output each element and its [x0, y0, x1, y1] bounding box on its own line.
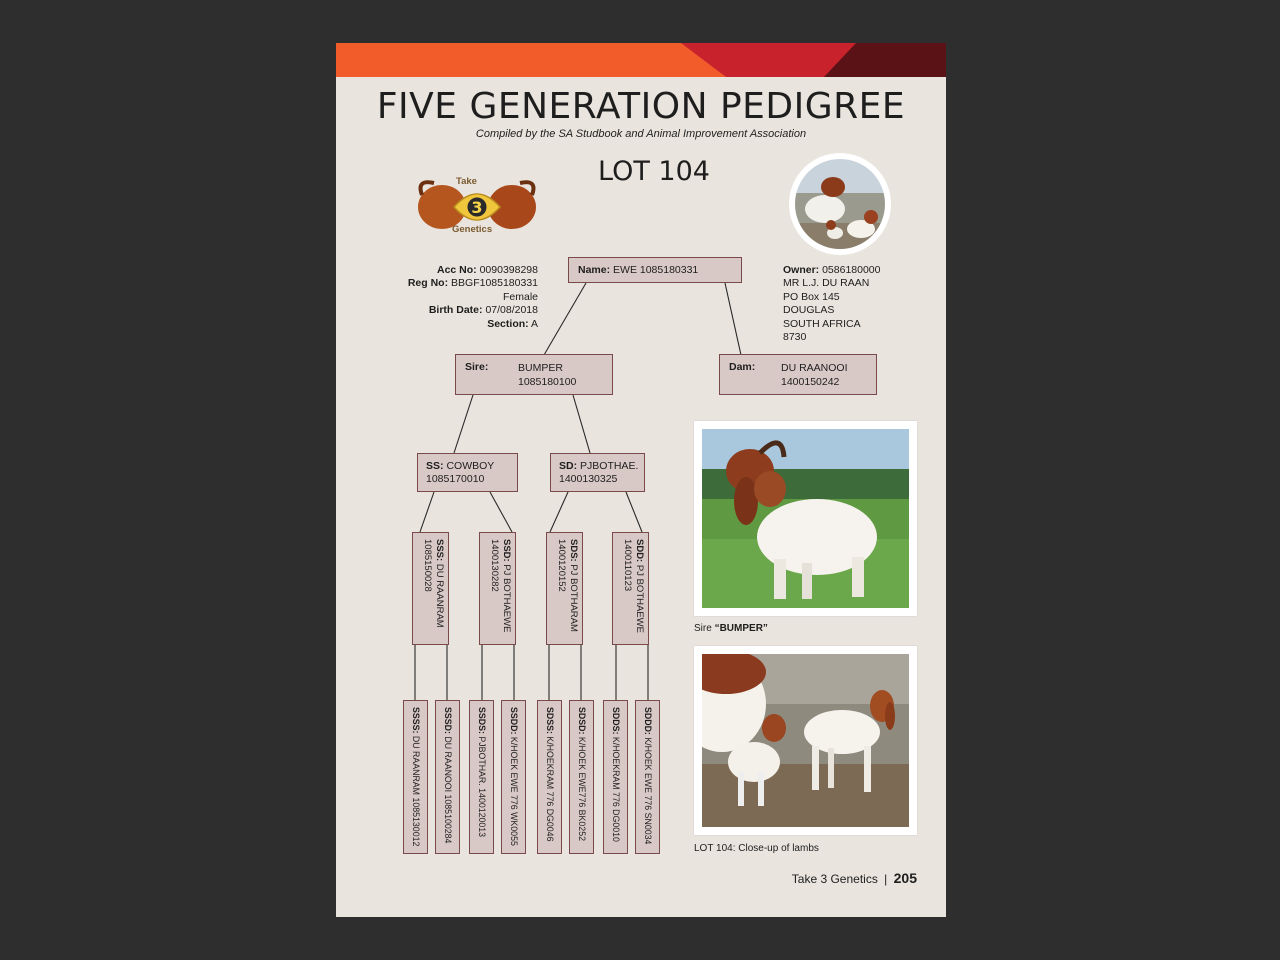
section: A [530, 317, 538, 330]
ss-reg: 1085170010 [426, 473, 485, 485]
lambs-photo [694, 646, 917, 835]
owner-line: 8730 [783, 331, 807, 344]
sire-photo-caption: Sire “BUMPER” [694, 623, 768, 634]
gen3-box-sds: SDS: PJ BOTHARAM 1400120152 [546, 532, 583, 645]
sex: Female [502, 290, 538, 303]
gen4-box-sdds: SDDS: K/HOEKRAM 776 DG0010 [603, 700, 628, 854]
owner-line: DOUGLAS [783, 304, 835, 317]
footer-brand: Take 3 Genetics [791, 872, 878, 886]
logo-number: 3 [471, 198, 483, 217]
gen4-box-sssd: SSSD: DU RAANOOI 1085100284 [435, 700, 460, 854]
sd-name: PJBOTHAE. [580, 460, 639, 472]
sire-box: Sire: BUMPER 1085180100 [455, 354, 613, 395]
acc-no: 0090398298 [479, 264, 538, 276]
footer-separator: | [884, 872, 888, 886]
ss-name: COWBOY [446, 460, 495, 472]
owner-line: PO Box 145 [783, 290, 840, 303]
gen4-box-ssdd: SSDD: K/HOEK EWE 776 WK0055 [501, 700, 526, 854]
lot-number: LOT 104 [598, 156, 710, 187]
owner-line: MR L.J. DU RAAN [783, 277, 870, 290]
sd-box: SD: PJBOTHAE. 1400130325 [550, 453, 645, 492]
page-number: 205 [893, 870, 917, 886]
page-subtitle: Compiled by the SA Studbook and Animal Improvement Association [475, 128, 807, 140]
sire-photo [694, 421, 917, 616]
owner-id: 0586180000 [822, 264, 881, 276]
dam-reg: 1400150242 [781, 376, 840, 388]
gen4-box-sddd: SDDD: K/HOEK EWE 776 SN0034 [635, 700, 660, 854]
ss-box: SS: COWBOY 1085170010 [417, 453, 518, 492]
page-title: FIVE GENERATION PEDIGREE [376, 86, 906, 127]
animal-name-box: Name: EWE 1085180331 [568, 257, 742, 283]
gen4-box-ssss: SSSS: DU RAANRAM 1085130012 [403, 700, 428, 854]
gen4-box-ssds: SSDS: PJBOTHAR. 1400120013 [469, 700, 494, 854]
animal-name: EWE 1085180331 [613, 264, 699, 276]
logo-top-text: Take [456, 176, 477, 187]
gen3-box-sss: SSS: DU RAANRAM 1085150028 [412, 532, 449, 645]
owner-line: SOUTH AFRICA [783, 317, 861, 330]
gen4-box-sdss: SDSS: K/HOEKRAM 776 DG0046 [537, 700, 562, 854]
page-footer [792, 870, 917, 886]
birth-date: 07/08/2018 [485, 304, 538, 317]
animal-info: Acc No: 0090398298 Reg No: BBGF1085180331 Female Birth Date: 07/08/2018 Section: A [376, 264, 538, 331]
reg-no: BBGF1085180331 [451, 277, 538, 290]
sd-reg: 1400130325 [559, 473, 618, 485]
sire-reg: 1085180100 [518, 376, 577, 388]
gen3-box-ssd: SSD: PJ BOTHAEWE 1400130282 [479, 532, 516, 645]
owner-info: Owner: 0586180000 MR L.J. DU RAAN PO Box 145 DOUGLAS SOUTH AFRICA 8730 [783, 264, 881, 344]
lambs-photo-caption: LOT 104: Close-up of lambs [694, 843, 819, 854]
pedigree-page [336, 43, 946, 917]
gen3-box-sdd: SDD: PJ BOTHAEWE 1400110123 [612, 532, 649, 645]
dam-name: DU RAANOOI [781, 362, 848, 374]
gen4-box-sdsd: SDSD: K/HOEK EWE776 BK0252 [569, 700, 594, 854]
sire-name: BUMPER [518, 362, 563, 374]
dam-box: Dam: DU RAANOOI 1400150242 [719, 354, 877, 395]
logo-bottom-text: Genetics [452, 224, 493, 235]
